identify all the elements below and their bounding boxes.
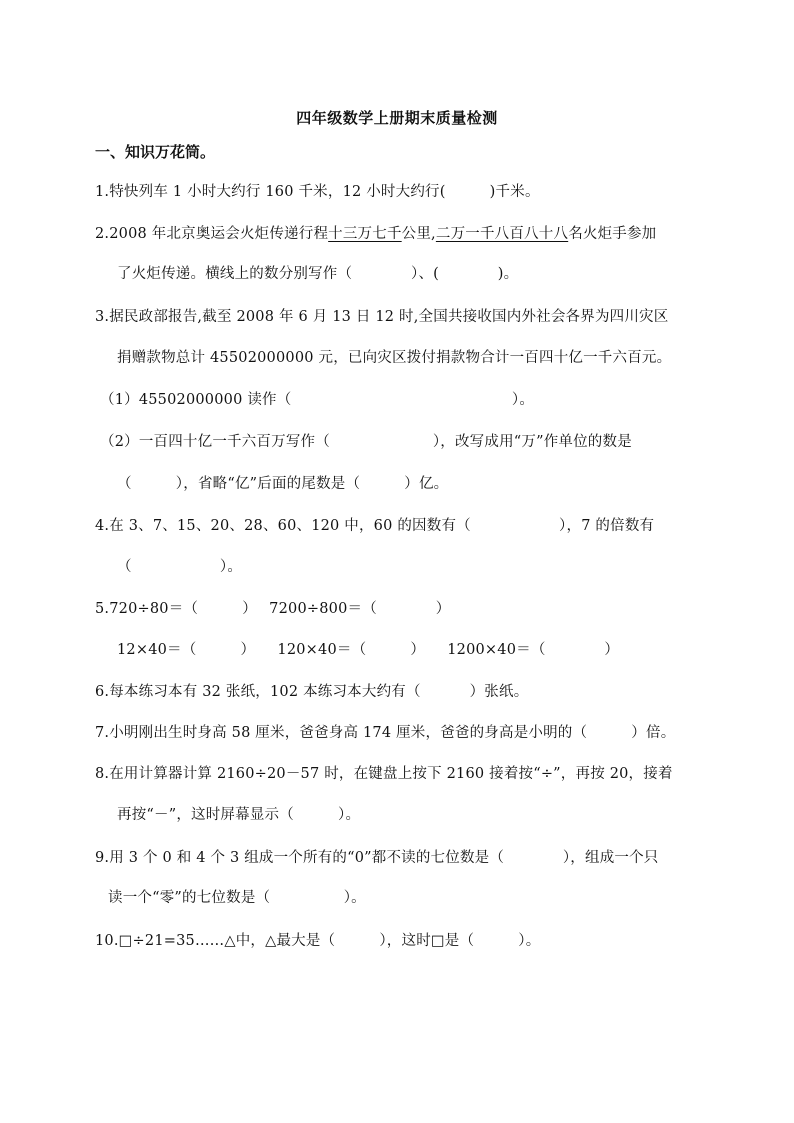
page-title: 四年级数学上册期末质量检测 <box>296 109 498 127</box>
question-3-line-1: 3.据民政部报告,截至 2008 年 6 月 13 日 12 时,全国共接收国内外社会各界为四川灾区 <box>95 309 669 325</box>
question-4-line-2: （ ）。 <box>117 559 243 575</box>
question-2-text: 名火炬手参加 <box>568 226 657 242</box>
question-3-part-1: （1）45502000000 读作（ ）。 <box>100 392 535 408</box>
question-3-part-2: （2）一百四十亿一千六百万写作（ ），改写成用“万”作单位的数是 <box>100 434 632 450</box>
question-5-line-1: 5.720÷80＝（ ） 7200÷800＝（ ） <box>95 601 451 617</box>
question-2-line-2: 了火炬传递。横线上的数分别写作（ ）、( )。 <box>117 266 519 282</box>
question-3-line-2: 捐赠款物总计 45502000000 元，已向灾区拨付捐款物合计一百四十亿一千六百元。 <box>117 350 672 366</box>
question-6: 6.每本练习本有 32 张纸，102 本练习本大约有（ ）张纸。 <box>95 684 529 700</box>
question-9-line-1: 9.用 3 个 0 和 4 个 3 组成一个所有的“0”都不读的七位数是（ ），组成一个只 <box>95 850 659 866</box>
question-2-line-1 <box>95 222 656 243</box>
question-10: 10.□÷21=35……△中，△最大是（ ），这时□是（ ）。 <box>95 933 541 949</box>
question-1: 1.特快列车 1 小时大约行 160 千米，12 小时大约行( )千米。 <box>95 184 540 200</box>
question-2-text: 公里, <box>401 226 436 242</box>
question-8-line-1: 8.在用计算器计算 2160÷20－57 时，在键盘上按下 2160 接着按“÷”，再按 20，接着 <box>95 766 673 782</box>
question-9-line-2: 读一个“零”的七位数是（ ）。 <box>108 890 366 906</box>
question-3-part-2-cont: （ ），省略“亿”后面的尾数是（ ）亿。 <box>117 476 449 492</box>
section-heading: 一、知识万花筒。 <box>95 143 216 161</box>
question-8-line-2: 再按“－”，这时屏幕显示（ ）。 <box>117 807 361 823</box>
underlined-number-2: 二万一千八百八十八 <box>435 226 569 242</box>
underlined-number-1: 十三万七千 <box>328 226 402 242</box>
question-4-line-1: 4.在 3、7、15、20、28、60、120 中，60 的因数有（ ），7 的倍数有 <box>95 518 655 534</box>
question-2-text: 2.2008 年北京奥运会火炬传递行程 <box>95 226 329 242</box>
question-7: 7.小明刚出生时身高 58 厘米，爸爸身高 174 厘米，爸爸的身高是小明的（ ）倍。 <box>95 725 676 741</box>
question-5-line-2: 12×40＝（ ） 120×40＝（ ） 1200×40＝（ ） <box>117 642 620 658</box>
